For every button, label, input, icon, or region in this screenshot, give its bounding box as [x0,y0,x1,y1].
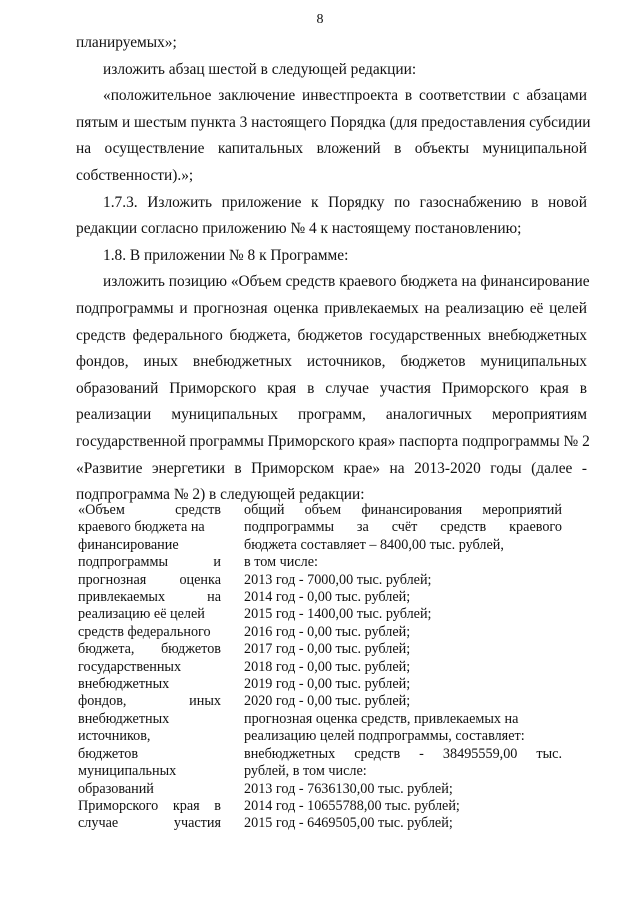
table-cell-line: финансирование [78,536,179,553]
table-cell-line: 2017 год - 0,00 тыс. рублей; [244,641,411,658]
paragraph-quote [76,83,591,189]
table-cell-line: «Объем средств [78,502,221,518]
text-line: изложить абзац шестой в следующей редакции: [103,60,417,78]
table-cell-line: внебюджетных [78,676,170,693]
text-line: 1.7.3. Изложить приложение к Порядку по газоснабжению в новой [103,193,587,211]
table-cell-line: подпрограммы за счёт средств краевого [244,519,562,536]
paragraph-position [76,269,590,508]
text-line: подпрограммы и прогнозная оценка привлекаемых на реализацию её целей [76,299,587,317]
table-cell-line: муниципальных [78,763,177,780]
table-cell-line: 2014 год - 0,00 тыс. рублей; [244,589,411,606]
table-cell-line: рублей, в том числе: [244,763,367,780]
table-cell-line: 2020 год - 0,00 тыс. рублей; [244,693,411,710]
text-line: подпрограмма № 2) в следующей редакции: [76,486,365,504]
table-cell-line: источников, [78,728,151,745]
body-text [76,30,591,509]
table-cell-line: 2015 год - 6469505,00 тыс. рублей; [244,815,453,832]
table-cell-line: в том числе: [244,554,318,571]
text-line: редакции согласно приложению № 4 к настоящему постановлению; [76,220,522,238]
table-cell-line: бюджета составляет – 8400,00 тыс. рублей, [244,536,504,553]
table-cell-line: 2019 год - 0,00 тыс. рублей; [244,676,411,693]
table-cell-line: прогнозная оценка [78,571,221,588]
table-cell-line: 2018 год - 0,00 тыс. рублей; [244,658,411,675]
paragraph-1-8 [76,243,587,270]
text-line: реализации муниципальных программ, аналогичных мероприятиям [76,406,587,424]
table-cell-line: 2013 год - 7000,00 тыс. рублей; [244,571,432,588]
table-cell-line: бюджетов [78,745,139,762]
table-cell-line: Приморского края в [78,797,221,814]
table-cell-line: государственных [78,658,182,675]
page-number: 8 [316,12,324,27]
text-line: собственности).»; [76,166,194,184]
table-cell-line: 2016 год - 0,00 тыс. рублей; [244,623,411,640]
text-line: средств федерального бюджета, бюджетов государственных внебюджетных [76,326,587,344]
paragraph-tail [76,30,587,57]
text-line: образований Приморского края в случае участия Приморского края в [76,379,587,397]
table-cell-line: образований [78,780,154,797]
text-line: на осуществление капитальных вложений в объекты муниципальной [76,140,587,158]
table-cell-line: 2015 год - 1400,00 тыс. рублей; [244,606,432,623]
table-cell-line: случае участия [78,815,221,832]
text-line: «Развитие энергетики в Приморском крае» на 2013-2020 годы (далее - [76,459,587,477]
table-cell-line: средств федерального [78,623,211,640]
text-line: планируемых»; [76,34,177,51]
table-cell-line: 2013 год - 7636130,00 тыс. рублей; [244,780,453,797]
table-cell-line: привлекаемых на [78,589,221,606]
table-cell-line: 2014 год - 10655788,00 тыс. рублей; [244,797,460,814]
text-line: 1.8. В приложении № 8 к Программе: [103,246,349,264]
table-cell-line: внебюджетных средств - 38495559,00 тыс. [244,745,562,762]
text-line: «положительное заключение инвестпроекта в соответствии с абзацами [103,87,587,105]
paragraph-edit-instruction [76,57,587,84]
table-cell-line: общий объем финансирования мероприятий [244,502,562,518]
text-line: государственной программы Приморского края» паспорта подпрограммы № 2 [76,432,590,450]
table-cell-line: краевого бюджета на [78,519,205,536]
table-left-column [78,502,221,833]
table-cell-line: фондов, иных [78,693,221,710]
table-cell-line: реализацию целей подпрограммы, составляет: [244,728,525,745]
text-line: пятым и шестым пункта 3 настоящего Порядка (для предоставления субсидии [76,113,591,131]
table-cell-line: подпрограммы и [78,554,221,571]
table-cell-line: бюджета, бюджетов [78,641,221,658]
table-cell-line: реализацию её целей [78,606,205,623]
table-right-column [244,502,562,833]
table-cell-line: внебюджетных [78,710,170,727]
text-line: изложить позицию «Объем средств краевого бюджета на финансирование [103,273,590,291]
text-line: фондов, иных внебюджетных источников, бюджетов муниципальных [76,353,587,371]
table-cell-line: прогнозная оценка средств, привлекаемых на [244,710,519,727]
paragraph-1-7-3 [76,190,587,243]
